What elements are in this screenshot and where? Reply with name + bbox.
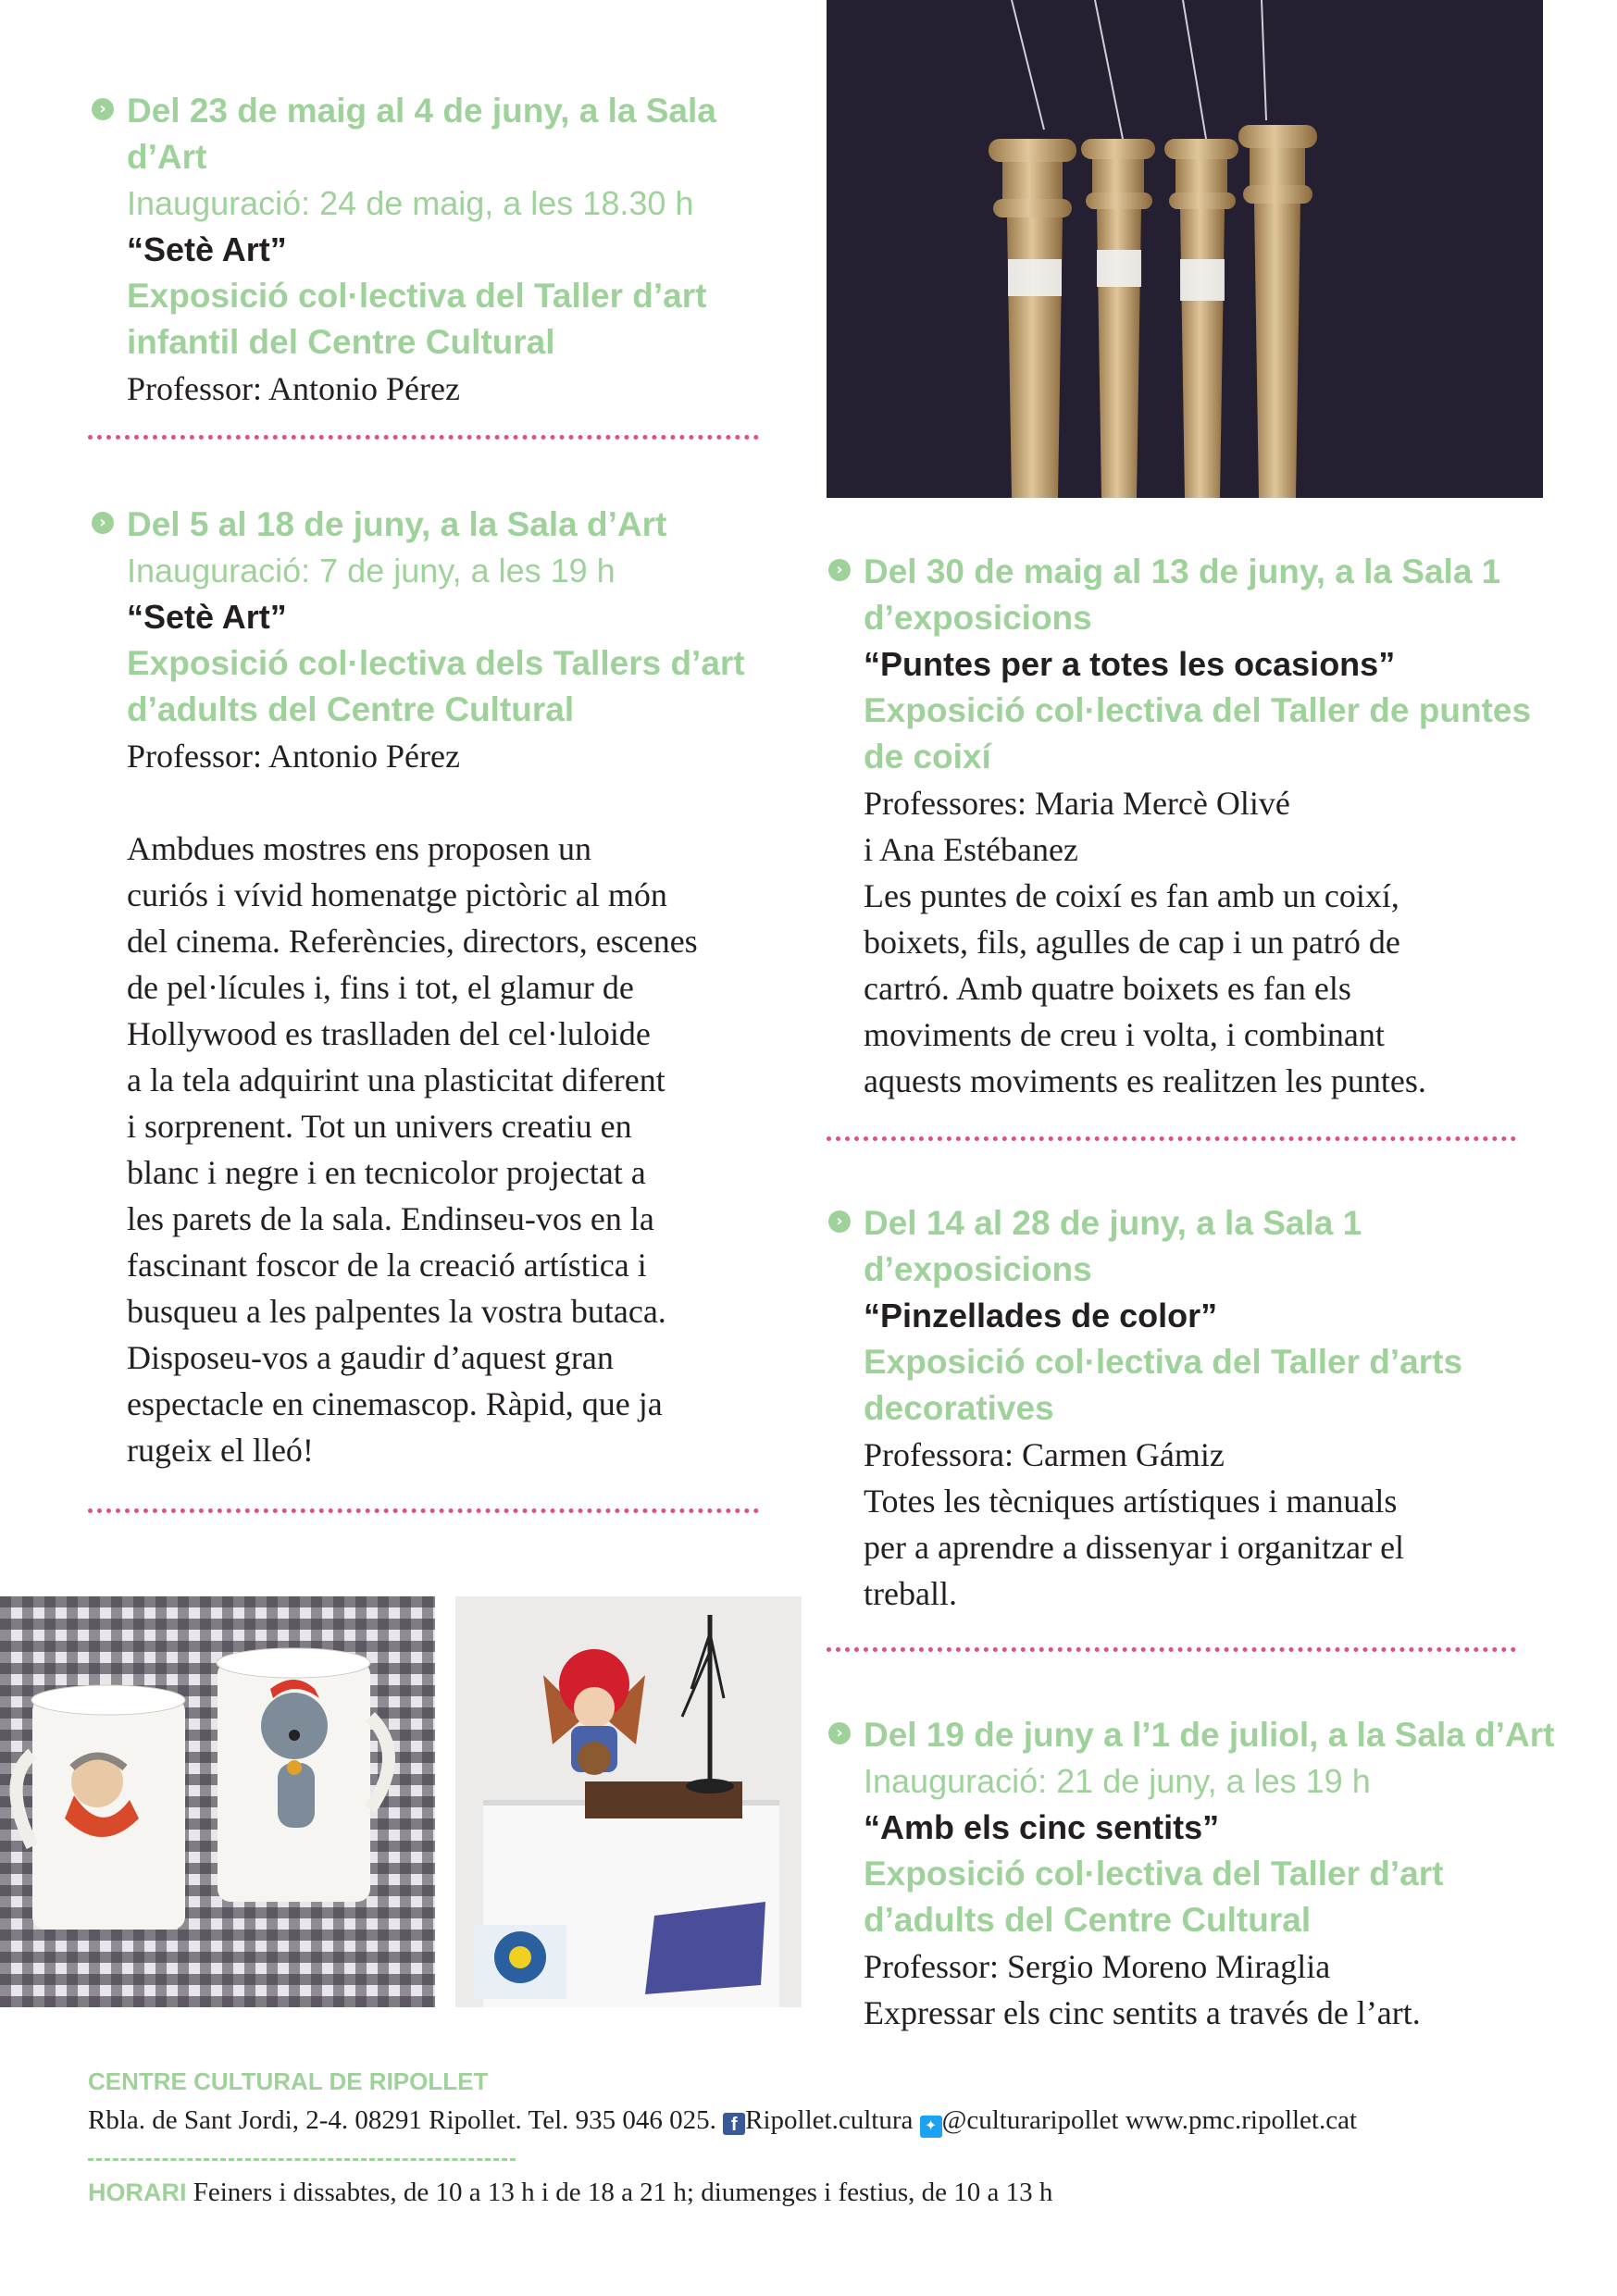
bobbins-photo [827, 0, 1543, 498]
event-teacher: Professor: Antonio Pérez [127, 738, 460, 775]
dotted-divider [88, 1508, 759, 1513]
dashed-divider [88, 2158, 516, 2161]
circled-arrow-icon: › [828, 559, 851, 581]
event-date: › Del 19 de juny a l’1 de juliol, a la Sala d’Art [864, 1712, 1554, 1758]
centre-name: CENTRE CULTURAL DE RIPOLLET [88, 2067, 489, 2095]
hours-line [88, 2175, 1052, 2210]
event-teacher: Professor: Antonio Pérez [127, 370, 460, 407]
address: Rbla. de Sant Jordi, 2-4. 08291 Ripollet. Tel. 935 046 025. [88, 2105, 716, 2135]
event-title: “Pinzellades de color” [864, 1297, 1218, 1334]
event-date: › Del 5 al 18 de juny, a la Sala d’Art [127, 502, 745, 548]
twitter-icon: ✦ [920, 2116, 942, 2138]
event-title: “Puntes per a totes les ocasions” [864, 645, 1396, 683]
event-3 [836, 549, 1532, 1104]
facebook-link[interactable]: Ripollet.cultura [745, 2105, 914, 2135]
body-line: cartró. Amb quatre boixets es fan els [864, 970, 1351, 1007]
body-line: rugeix el lleó! [127, 1432, 314, 1469]
dotted-divider [827, 1647, 1516, 1652]
body-line: aquests moviments es realitzen les puntes. [864, 1062, 1426, 1099]
event-1 [99, 88, 716, 412]
event-date: › Del 14 al 28 de juny, a la Sala 1 [864, 1200, 1462, 1247]
hours-label: HORARI [88, 2178, 187, 2206]
body-line: Les puntes de coixí es fan amb un coixí, [864, 877, 1399, 914]
body-line: busqueu a les palpentes la vostra butaca. [127, 1293, 666, 1330]
event-inauguration: Inauguració: 7 de juny, a les 19 h [127, 552, 616, 590]
event-description: Exposició col·lectiva del Taller d’art [864, 1855, 1444, 1893]
event-description: d’adults del Centre Cultural [127, 690, 575, 728]
event-description: infantil del Centre Cultural [127, 323, 555, 361]
body-line: treball. [864, 1575, 957, 1612]
body-line: i sorprenent. Tot un univers creatiu en [127, 1108, 632, 1145]
event-title: “Setè Art” [127, 598, 287, 636]
event-5 [836, 1712, 1555, 2036]
website-link[interactable]: www.pmc.ripollet.cat [1125, 2105, 1358, 2135]
body-line: boixets, fils, agulles de cap i un patró de [864, 924, 1400, 961]
event-description: Exposició col·lectiva dels Tallers d’art [127, 644, 745, 682]
event-title: “Setè Art” [127, 230, 287, 268]
body-line: del cinema. Referències, directors, escenes [127, 923, 698, 960]
event-inauguration: Inauguració: 24 de maig, a les 18.30 h [127, 184, 694, 222]
body-line: Expressar els cinc sentits a través de l’art. [864, 1994, 1421, 2031]
decorative-arts-photo [455, 1596, 802, 2007]
event-description: Exposició col·lectiva del Taller d’arts [864, 1343, 1463, 1381]
hours-text: Feiners i dissabtes, de 10 a 13 h i de 18 a 21 h; diumenges i festius, de 10 a 13 h [193, 2178, 1053, 2207]
event-description: Exposició col·lectiva del Taller de puntes [864, 691, 1532, 729]
body-line: de pel·lícules i, fins i tot, el glamur de [127, 969, 634, 1006]
event-title: “Amb els cinc sentits” [864, 1808, 1220, 1846]
body-line: Hollywood es traslladen del cel·luloide [127, 1015, 651, 1052]
event-4 [836, 1200, 1463, 1617]
facebook-icon: f [723, 2113, 745, 2135]
dotted-divider [88, 435, 759, 440]
event-description: d’adults del Centre Cultural [864, 1901, 1312, 1939]
body-line: les parets de la sala. Endinseu-vos en la [127, 1200, 654, 1237]
body-line: moviments de creu i volta, i combinant [864, 1016, 1385, 1053]
circled-arrow-icon: › [92, 512, 114, 534]
event-teacher: i Ana Estébanez [864, 831, 1078, 868]
body-line: curiós i vívid homenatge pictòric al món [127, 876, 667, 913]
circled-arrow-icon: › [92, 98, 114, 120]
event-teacher: Professor: Sergio Moreno Miraglia [864, 1948, 1331, 1985]
body-line: per a aprendre a dissenyar i organitzar el [864, 1529, 1405, 1566]
event-date: d’exposicions [864, 599, 1092, 637]
body-line: Disposeu-vos a gaudir d’aquest gran [127, 1339, 614, 1376]
event-teacher: Professora: Carmen Gámiz [864, 1436, 1225, 1473]
body-line: espectacle en cinemascop. Ràpid, que ja [127, 1385, 663, 1422]
body-line: Ambdues mostres ens proposen un [127, 830, 591, 867]
dotted-divider [827, 1136, 1516, 1141]
event-description: Exposició col·lectiva del Taller d’art [127, 277, 707, 315]
contact-line [88, 2103, 1357, 2138]
event-2 [99, 502, 745, 1473]
body-line: a la tela adquirint una plasticitat diferent [127, 1061, 665, 1098]
event-inauguration: Inauguració: 21 de juny, a les 19 h [864, 1762, 1371, 1800]
mugs-photo [0, 1596, 435, 2007]
twitter-link[interactable]: @culturaripollet [941, 2105, 1119, 2135]
event-description: de coixí [864, 738, 991, 776]
circled-arrow-icon: › [828, 1722, 851, 1744]
event-date: › Del 23 de maig al 4 de juny, a la Sala [127, 88, 716, 134]
event-teacher: Professores: Maria Mercè Olivé [864, 785, 1290, 822]
circled-arrow-icon: › [828, 1210, 851, 1233]
event-date: › Del 30 de maig al 13 de juny, a la Sala 1 [864, 549, 1531, 595]
body-line: blanc i negre i en tecnicolor projectat a [127, 1154, 646, 1191]
body-line: Totes les tècniques artístiques i manuals [864, 1483, 1398, 1520]
body-line: fascinant foscor de la creació artística i [127, 1247, 647, 1284]
event-date: d’Art [127, 138, 207, 176]
event-date: d’exposicions [864, 1250, 1092, 1288]
event-description: decoratives [864, 1389, 1054, 1427]
